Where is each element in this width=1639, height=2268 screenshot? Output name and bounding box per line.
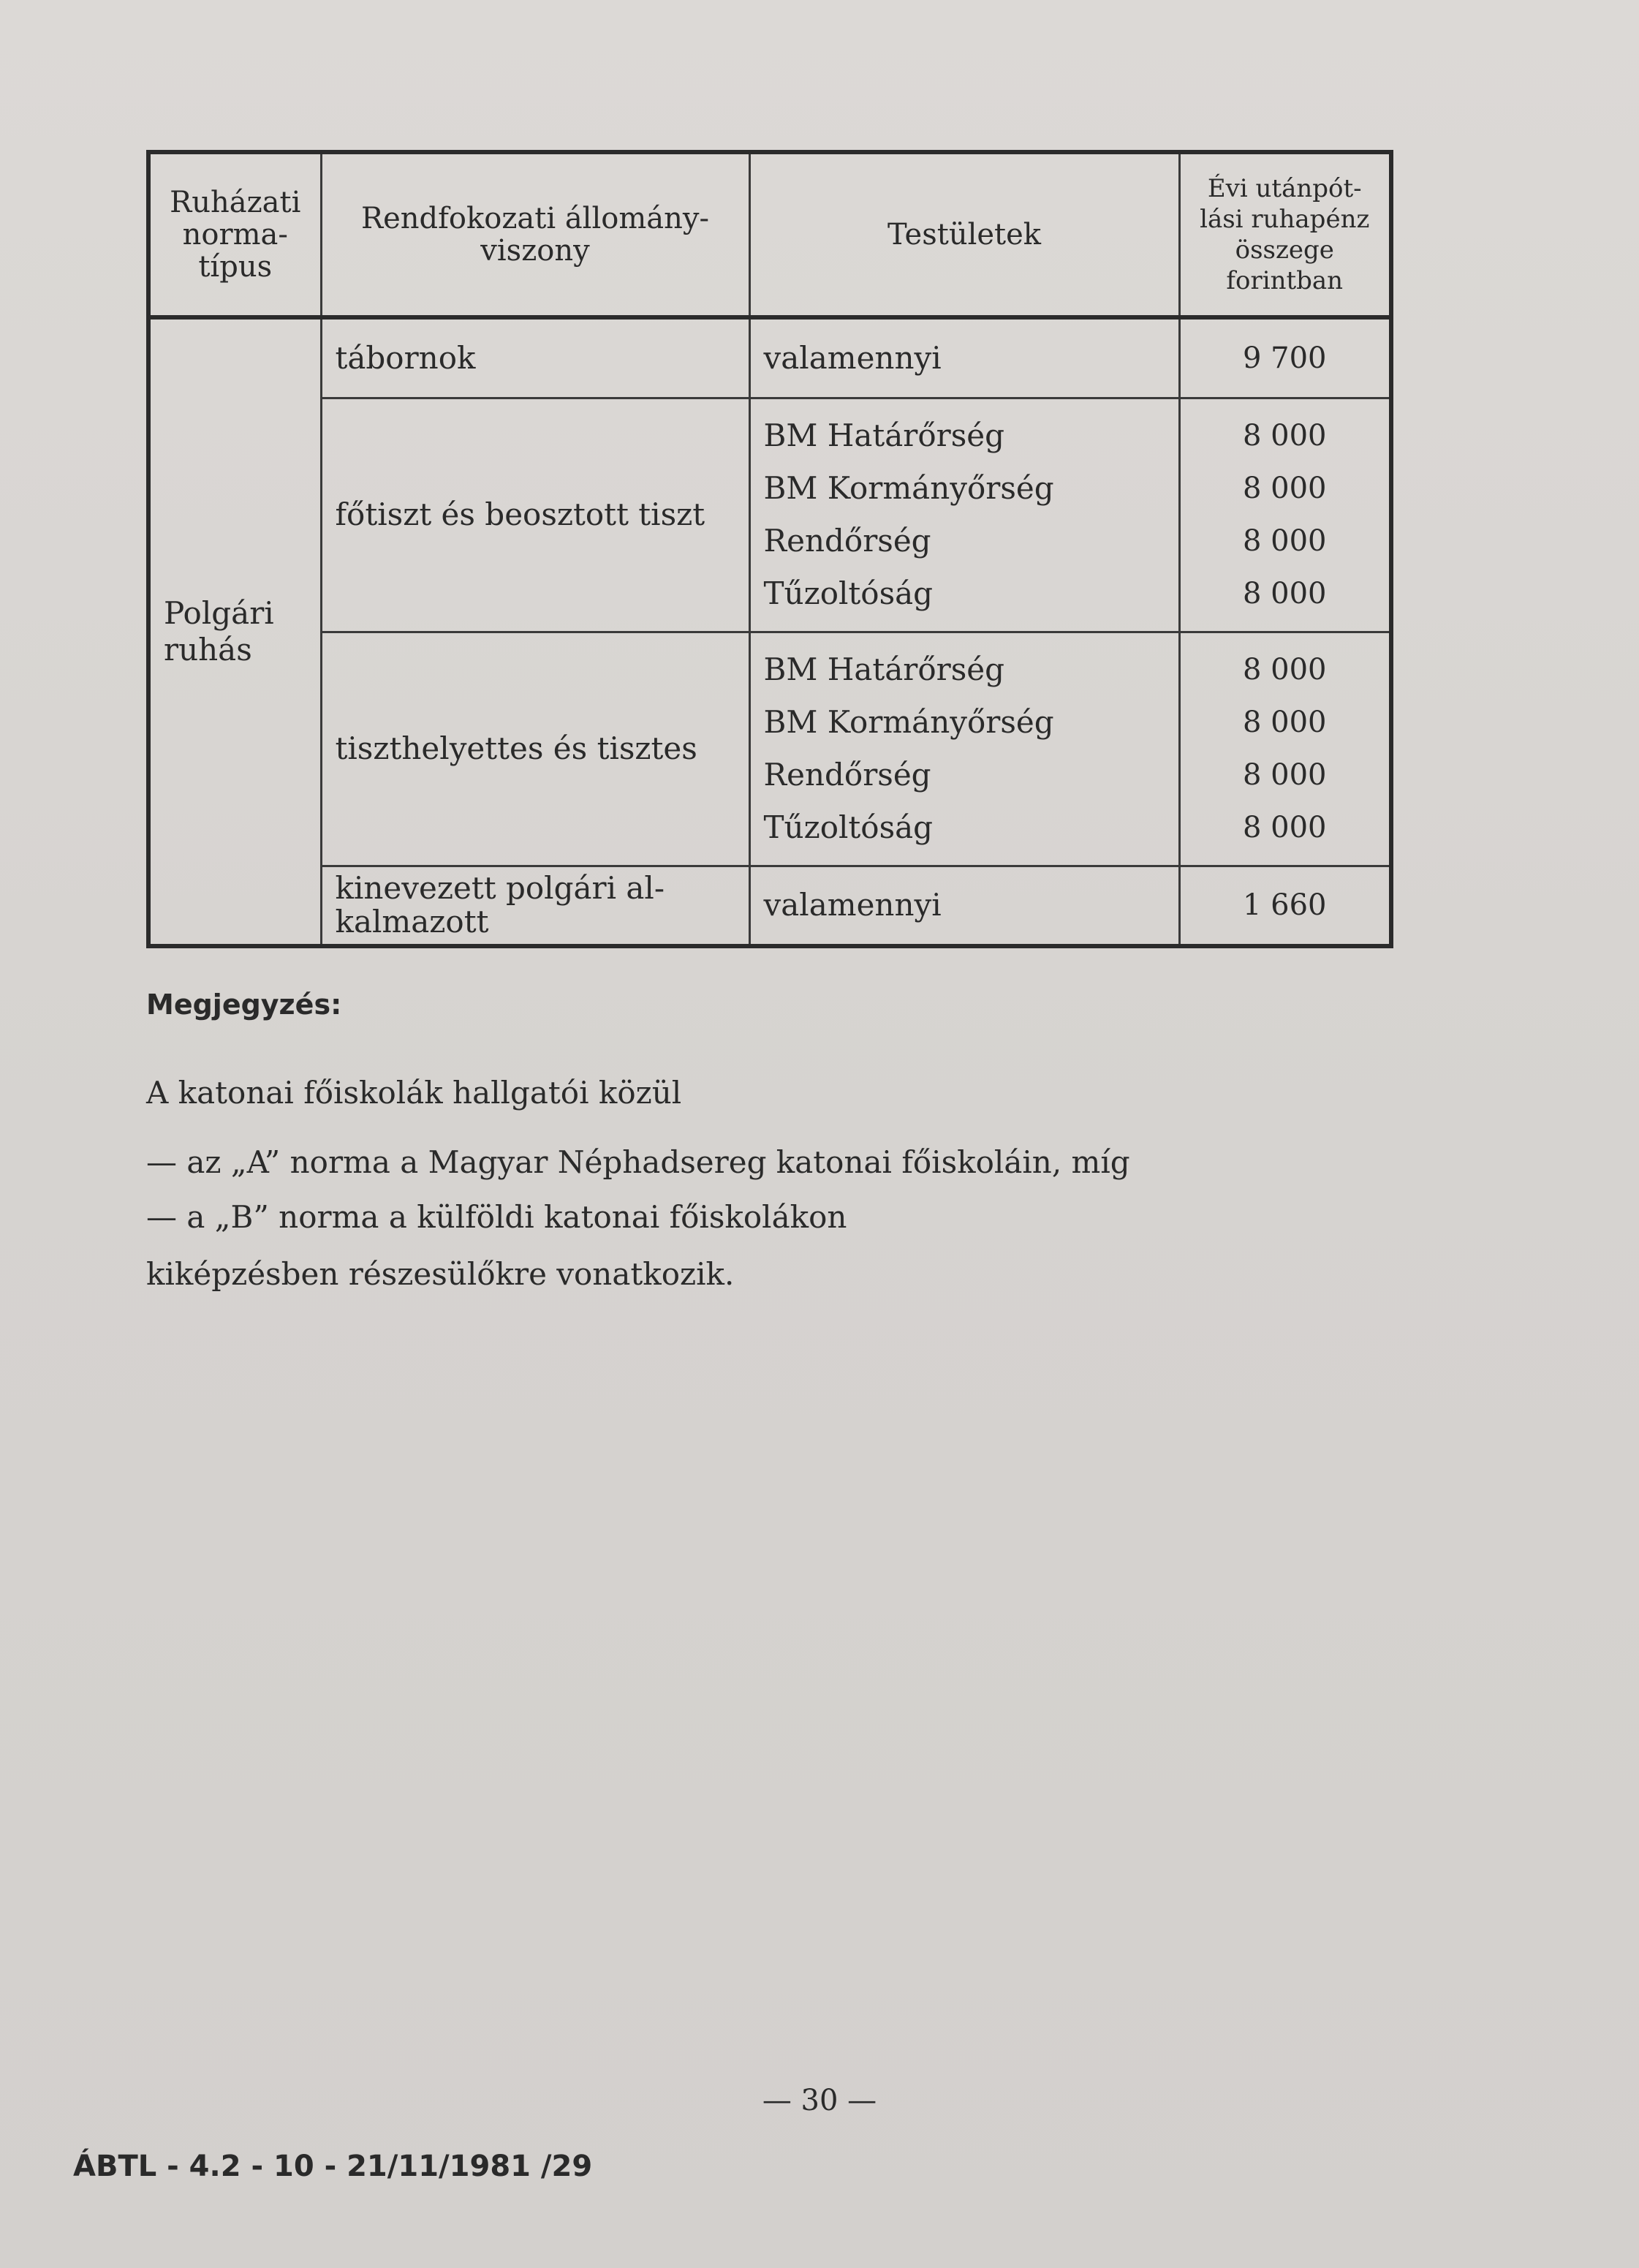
page-number: — 30 —: [762, 2084, 877, 2117]
header-annual-amount: [1179, 152, 1391, 317]
amount-item: 8 000: [1242, 577, 1327, 611]
body-item: BM Kormányőrség: [763, 704, 1054, 740]
amount-item: 8 000: [1242, 811, 1327, 844]
amount-general: 9 700: [1179, 317, 1391, 398]
header-norm-type: [148, 152, 321, 317]
body-all-civil: valamennyi: [749, 866, 1179, 946]
amounts-senior-officer: [1179, 398, 1391, 632]
group-label-line: Polgári: [164, 595, 274, 631]
bodies-senior-officer: [749, 398, 1179, 632]
group-civilian-clothing: [148, 317, 321, 946]
body-item: Rendőrség: [763, 523, 931, 559]
rank-nco: tiszthelyettes és tisztes: [321, 632, 749, 866]
note-line: kiképzésben részesülőkre vonatkozik.: [146, 1256, 735, 1292]
clothing-norm-table: [146, 150, 1393, 948]
header-annual-amount-line: lási ruhapénz: [1200, 205, 1370, 234]
body-all: valamennyi: [749, 317, 1179, 398]
body-item: Tűzoltóság: [763, 809, 934, 845]
amount-item: 8 000: [1242, 472, 1327, 505]
body-item: Tűzoltóság: [763, 575, 934, 611]
header-rank-status: [321, 152, 749, 317]
rank-general: tábornok: [321, 317, 749, 398]
rank-civil-employee: [321, 866, 749, 946]
header-norm-type-line: Ruházati: [170, 186, 301, 219]
amount-item: 8 000: [1242, 419, 1327, 453]
rank-line: kalmazott: [335, 904, 489, 940]
amounts-nco: [1179, 632, 1391, 866]
bodies-nco: [749, 632, 1179, 866]
note-heading: Megjegyzés:: [146, 989, 342, 1021]
amount-item: 8 000: [1242, 706, 1327, 739]
header-rank-status-line: viszony: [480, 234, 590, 268]
table-header-row: [148, 152, 1391, 317]
body-item: BM Határőrség: [763, 417, 1005, 453]
header-annual-amount-line: forintban: [1226, 266, 1344, 295]
rank-senior-officer: főtiszt és beosztott tiszt: [321, 398, 749, 632]
note-line: — a „B” norma a külföldi katonai főiskolákon: [146, 1199, 847, 1235]
header-rank-status-line: Rendfokozati állomány-: [360, 202, 710, 235]
body-item: Rendőrség: [763, 757, 931, 793]
table-row: [148, 866, 1391, 946]
table-row: [148, 398, 1391, 632]
header-bodies: Testületek: [749, 152, 1179, 317]
note-line: A katonai főiskolák hallgatói közül: [146, 1075, 682, 1111]
rank-line: kinevezett polgári al-: [335, 870, 665, 907]
amount-item: 8 000: [1242, 524, 1327, 558]
table-row: [148, 632, 1391, 866]
amount-item: 8 000: [1242, 758, 1327, 792]
amount-civil-employee: 1 660: [1179, 866, 1391, 946]
amount-item: 8 000: [1242, 653, 1327, 687]
header-annual-amount-line: Évi utánpót-: [1207, 174, 1362, 203]
header-norm-type-line: norma-: [182, 218, 288, 252]
body-item: BM Kormányőrség: [763, 470, 1054, 506]
body-item: BM Határőrség: [763, 651, 1005, 687]
table-row: [148, 317, 1391, 398]
archive-reference: ÁBTL - 4.2 - 10 - 21/11/1981 /29: [73, 2150, 593, 2183]
header-annual-amount-line: összege: [1235, 235, 1334, 265]
header-norm-type-line: típus: [198, 250, 273, 284]
group-label-line: ruhás: [164, 632, 252, 668]
note-line: — az „A” norma a Magyar Néphadsereg katonai főiskoláin, míg: [146, 1144, 1130, 1180]
